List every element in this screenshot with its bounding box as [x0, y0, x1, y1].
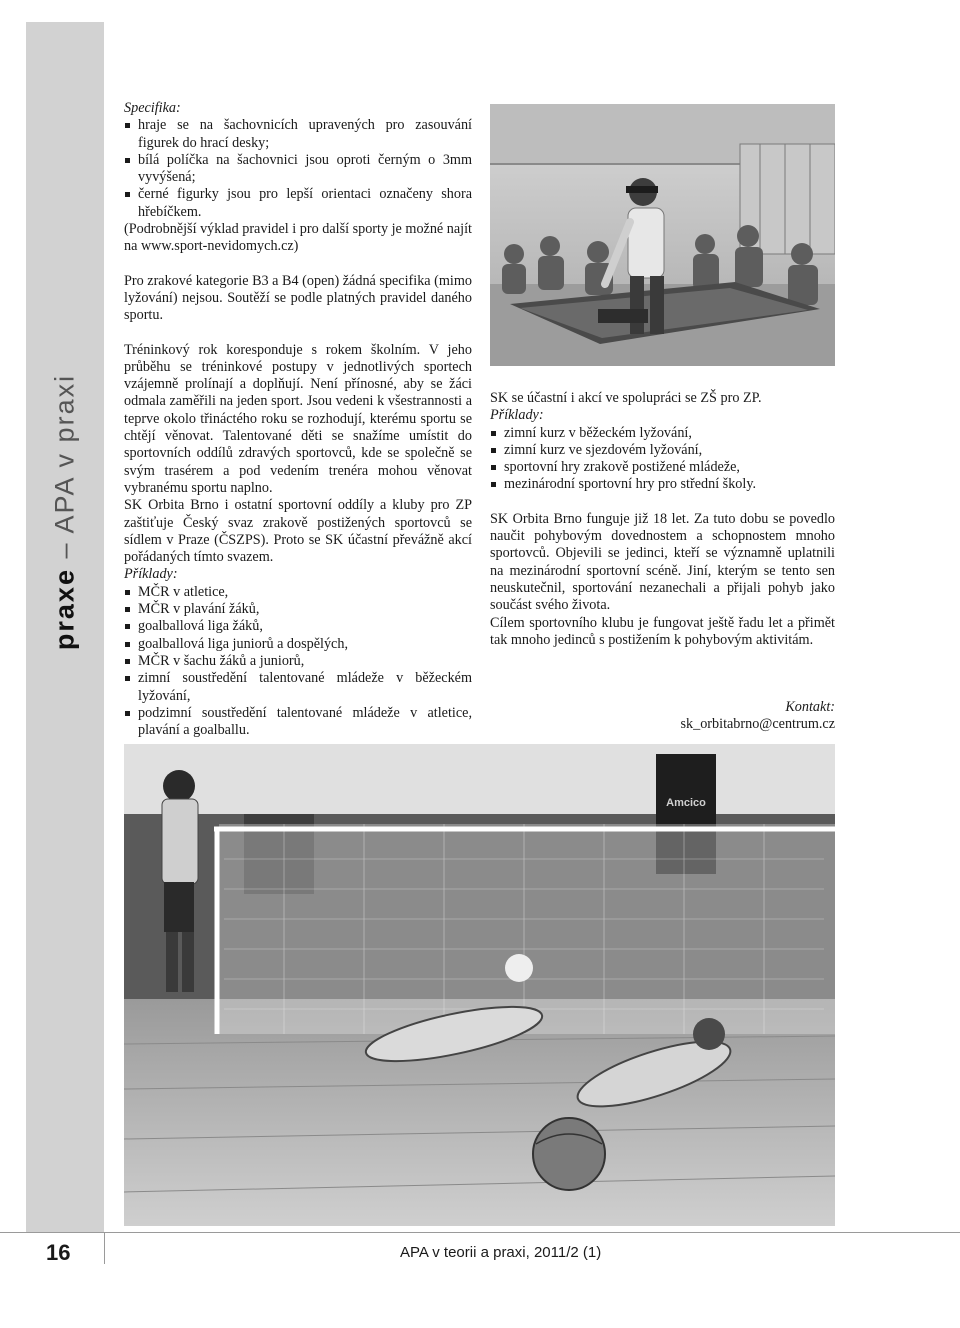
paragraph-categories: Pro zrakové kategorie B3 a B4 (open) žádná specifika (mimo lyžování) nejsou. Soutěží se podle platných pravidel daného sportu. [124, 272, 472, 324]
list-item: zimní kurz ve sjezdovém lyžování, [490, 442, 835, 459]
list-item: MČR v plavání žáků, [124, 601, 472, 618]
page-number: 16 [46, 1240, 71, 1265]
paragraph-school-events: SK se účastní i akcí ve spolupráci se ZŠ pro ZP. [490, 390, 762, 406]
paragraph-training: Tréninkový rok koresponduje s rokem školním. V jeho průběhu se tréninkové postupy v jednotlivých sportech vzájemně prolínají a doplňují. Není přínosné, aby se žáci odmala zaměřili na jeden sport. Jsou vedeni k všestrannosti a teprve okolo třináctého roku se rozhodují, kterému sportu se chtějí věnovat. Talentované děti se snažíme umístit do sportovních oddílů zdravých sportovců, kde se společně se svým trasérem a pod vedením trenéra mohou věnovat vybranému sportu naplno. [124, 341, 472, 496]
section-label-light: – APA v praxi [49, 373, 80, 559]
list-item: zimní kurz v běžeckém lyžování, [490, 425, 835, 442]
list-item: mezinárodní sportovní hry pro střední školy. [490, 476, 835, 493]
list-item: MČR v šachu žáků a juniorů, [124, 653, 472, 670]
paragraph-club: SK Orbita Brno i ostatní sportovní oddíly a kluby pro ZP zaštiťuje Český svaz zrakově postižených sportovců se sídlem v Praze (ČSZPS). Proto se SK účastní převážně akcí pořádaných tímto svazem. [124, 497, 472, 566]
examples-heading: Příklady: [124, 566, 178, 583]
contact-label: Kontakt: [785, 699, 835, 716]
list-item: hraje se na šachovnicích upravených pro zasouvání figurek do hrací desky; [124, 117, 472, 152]
list-item: podzimní soustředění talentované mládeže v atletice, plavání a goalballu. [124, 705, 472, 740]
examples-list [124, 584, 472, 740]
rules-note: (Podrobnější výklad pravidel i pro další sporty je možné najít na www.sport-nevidomych.cz) [124, 221, 472, 255]
list-item: sportovní hry zrakově postižené mládeže, [490, 459, 835, 476]
article-column-right [490, 390, 835, 734]
list-item: černé figurky jsou pro lepší orientaci označeny shora hřebíčkem. [124, 186, 472, 221]
contact-email[interactable]: sk_orbitabrno@centrum.cz [680, 716, 835, 733]
section-label [50, 374, 81, 650]
journal-citation: APA v teorii a praxi, 2011/2 (1) [400, 1244, 602, 1261]
specifics-heading: Specifika: [124, 100, 181, 116]
paragraph-history: SK Orbita Brno funguje již 18 let. Za tuto dobu se povedlo naučit pohybovým dovednostem a schopnostem mnoho sportovců. Objevili se jedinci, kteří se významně uplatnili na mezinárodní sportovní scéně. Jiní, kterým se tento sen neuskutečnil, sportování nezanechali a přijali pohyb jako součást svého života. [490, 510, 835, 614]
examples-heading: Příklady: [490, 407, 544, 424]
list-item: bílá políčka na šachovnici jsou oproti černým o 3mm vyvýšená; [124, 152, 472, 187]
photo-goalball [124, 744, 835, 1226]
specifics-list [124, 117, 472, 221]
banner-text: Amcico [666, 797, 706, 809]
section-label-bold: praxe [49, 568, 80, 651]
paragraph-goal: Cílem sportovního klubu je fungovat ještě řadu let a přimět tak mnoho jedinců s postižením k pohybovým aktivitám. [490, 614, 835, 648]
photo-showdown-game [490, 104, 835, 366]
article-column-left [124, 100, 472, 739]
school-examples-list [490, 425, 835, 494]
footer-rule [0, 1232, 960, 1233]
list-item: zimní soustředění talentované mládeže v běžeckém lyžování, [124, 670, 472, 705]
list-item: goalballová liga žáků, [124, 618, 472, 635]
list-item: goalballová liga juniorů a dospělých, [124, 636, 472, 653]
list-item: MČR v atletice, [124, 584, 472, 601]
footer-divider [104, 1232, 105, 1264]
